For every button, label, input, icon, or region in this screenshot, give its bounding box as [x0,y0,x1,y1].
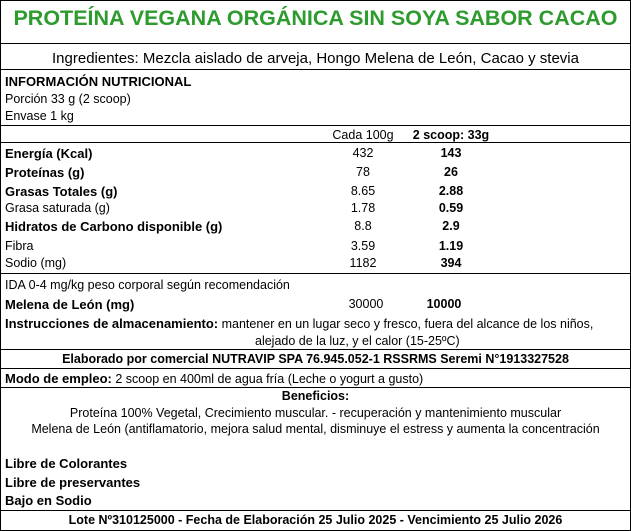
manufacturer-text: Elaborado por comercial NUTRAVIP SPA 76.945.052-1 RSSRMS Seremi N°1913327528 [62,352,569,366]
claim-low-sodium: Bajo en Sodio [5,493,92,508]
benefits-line-1: Proteína 100% Vegetal, Crecimiento muscular. - recuperación y mantenimiento muscular [69,406,562,420]
row-value-fiber-100g: 3.59 [350,239,376,253]
divider-title [1,43,630,44]
row-value-protein-100g: 78 [356,165,370,179]
column-header-scoop: 2 scoop: 33g [412,128,490,142]
lot-expiry-line: Lote Nº310125000 - Fecha de Elaboración 25 Julio 2025 - Vencimiento 25 Julio 2026 [68,513,563,527]
usage-text: 2 scoop en 400ml de agua fría (Leche o yogurt a gusto) [111,372,424,386]
divider-claims [1,510,630,511]
benefits-line-2: Melena de León (antiflamatorio, mejora salud mental, disminuye el estress y aumenta la concentración [31,422,600,436]
storage-text-2: alejado de la luz, y el calor (15-25ºC) [255,334,460,348]
divider-usage [1,387,630,388]
nutrition-heading: INFORMACIÓN NUTRICIONAL [5,74,192,89]
row-value-total-fat-scoop: 2.88 [438,184,464,198]
portion-text: Porción 33 g (2 scoop) [5,92,131,106]
row-name-carbohydrates: Hidratos de Carbono disponible (g) [5,219,223,234]
row-name-protein: Proteínas (g) [5,165,85,180]
row-name-total-fat: Grasas Totales (g) [5,184,118,199]
row-name-melena: Melena de León (mg) [5,297,135,312]
product-title: PROTEÍNA VEGANA ORGÁNICA SIN SOYA SABOR CACAO [13,6,618,30]
row-value-energy-100g: 432 [352,146,374,160]
storage-text-1: mantener en un lugar seco y fresco, fuera del alcance de los niños, [218,317,594,331]
row-value-melena-100g: 30000 [348,297,384,311]
row-value-melena-scoop: 10000 [426,297,462,311]
row-value-protein-scoop: 26 [444,165,458,179]
claim-no-preservatives: Libre de preservantes [5,475,141,490]
divider-ingredients [1,69,630,70]
row-value-fiber-scoop: 1.19 [438,239,464,253]
column-header-100g: Cada 100g [332,128,394,142]
divider-storage [1,349,630,350]
row-value-total-fat-100g: 8.65 [350,184,376,198]
row-name-sodium: Sodio (mg) [5,256,67,270]
storage-label: Instrucciones de almacenamiento: [5,316,219,331]
divider-nutrition-rows [1,273,630,274]
row-value-sodium-100g: 1182 [349,256,377,270]
row-value-sodium-scoop: 394 [440,256,462,270]
row-value-energy-scoop: 143 [440,146,462,160]
claim-no-colorants: Libre de Colorantes [5,456,128,471]
row-value-saturated-fat-100g: 1.78 [350,201,376,215]
package-text: Envase 1 kg [5,109,74,123]
row-value-carbohydrates-100g: 8.8 [354,219,372,233]
ingredients-text: Ingredientes: Mezcla aislado de arveja, Hongo Melena de León, Cacao y stevia [52,50,579,67]
ida-text: IDA 0-4 mg/kg peso corporal según recomendación [5,278,290,292]
divider-column-header [1,142,630,143]
row-value-carbohydrates-scoop: 2.9 [442,219,460,233]
usage-label: Modo de empleo: [5,371,112,386]
row-name-fiber: Fibra [5,239,34,253]
storage-instructions [5,316,593,331]
usage-instructions [5,371,423,386]
row-name-saturated-fat: Grasa saturada (g) [5,201,110,215]
benefits-heading: Beneficios: [281,389,350,403]
row-name-energy: Energía (Kcal) [5,146,93,161]
divider-manufacturer [1,368,630,369]
divider-nutrition-header [1,125,630,126]
row-value-saturated-fat-scoop: 0.59 [438,201,464,215]
